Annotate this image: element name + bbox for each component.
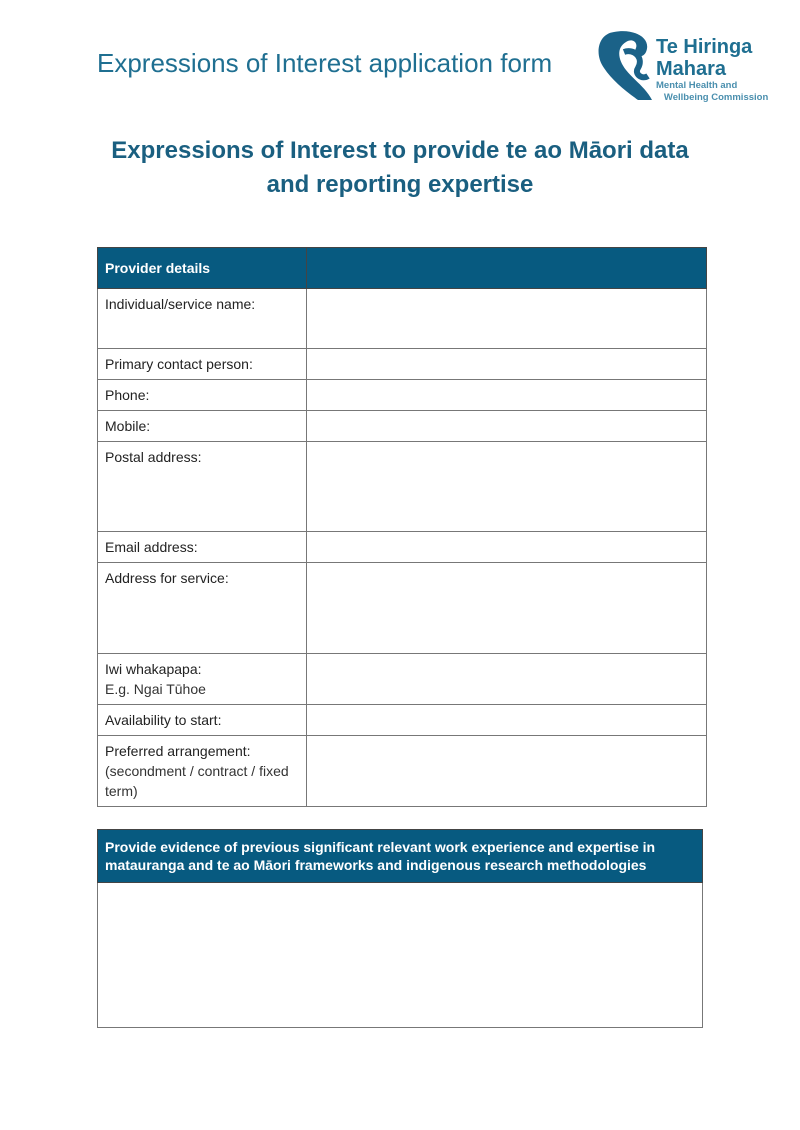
email-address-field[interactable] xyxy=(307,532,707,563)
preferred-arrangement-field[interactable] xyxy=(307,736,707,807)
mobile-field[interactable] xyxy=(307,411,707,442)
field-label: Mobile: xyxy=(98,411,307,442)
field-label: Phone: xyxy=(98,380,307,411)
availability-field[interactable] xyxy=(307,705,707,736)
label-text: Iwi whakapapa: xyxy=(105,661,202,677)
field-label: Address for service: xyxy=(98,563,307,654)
logo-subtext: Wellbeing Commission xyxy=(663,92,769,103)
table-header: Provide evidence of previous significant relevant work experience and expertise in matauranga and te ao Māori frameworks and indigenous research methodologies xyxy=(98,830,703,883)
logo-mark-icon xyxy=(594,28,656,104)
field-label xyxy=(98,736,307,807)
primary-contact-field[interactable] xyxy=(307,349,707,380)
label-text: Preferred arrangement: xyxy=(105,743,251,759)
address-for-service-field[interactable] xyxy=(307,563,707,654)
evidence-table xyxy=(97,829,703,1028)
heading-line: Expressions of Interest to provide te ao Māori data xyxy=(111,137,689,164)
field-label: Email address: xyxy=(98,532,307,563)
label-hint: (secondment / contract / fixed term) xyxy=(105,763,289,799)
field-label: Primary contact person: xyxy=(98,349,307,380)
table-header-empty xyxy=(307,248,707,289)
commission-logo xyxy=(594,28,794,104)
table-header: Provider details xyxy=(98,248,307,289)
field-label: Individual/service name: xyxy=(98,289,307,349)
evidence-field[interactable] xyxy=(98,883,703,1028)
provider-details-table xyxy=(97,247,707,807)
postal-address-field[interactable] xyxy=(307,442,707,532)
document-title: Expressions of Interest application form xyxy=(97,48,553,78)
heading-line: and reporting expertise xyxy=(266,171,534,198)
field-label: Postal address: xyxy=(98,442,307,532)
logo-text: Mahara xyxy=(656,58,727,80)
individual-service-name-field[interactable] xyxy=(307,289,707,349)
page-heading xyxy=(60,134,740,202)
logo-text: Te Hiringa xyxy=(656,36,753,58)
label-hint: E.g. Ngai Tūhoe xyxy=(105,681,206,697)
phone-field[interactable] xyxy=(307,380,707,411)
logo-subtext: Mental Health and xyxy=(656,80,738,91)
field-label: Availability to start: xyxy=(98,705,307,736)
iwi-whakapapa-field[interactable] xyxy=(307,654,707,705)
field-label xyxy=(98,654,307,705)
